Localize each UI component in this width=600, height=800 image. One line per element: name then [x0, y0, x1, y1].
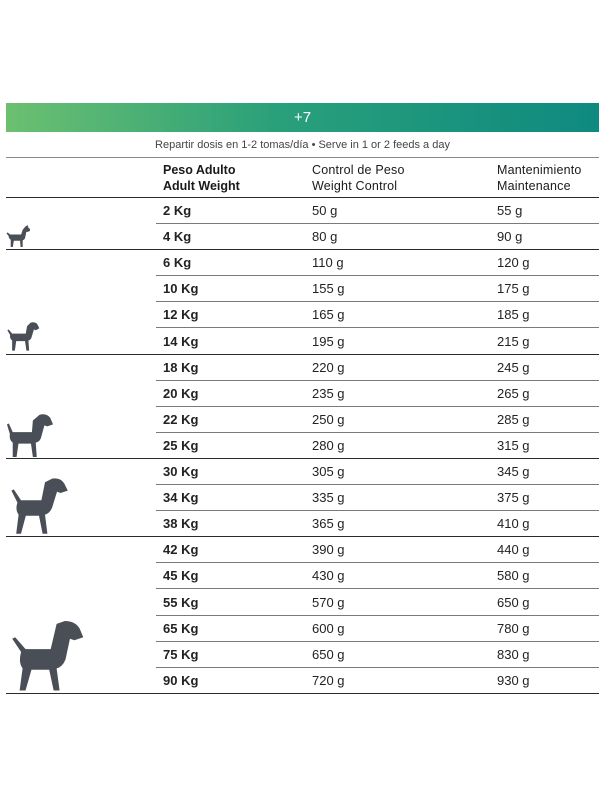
cell-maintenance: 185 g	[497, 307, 530, 323]
age-banner-label: +7	[293, 109, 312, 126]
column-header-maintenance-en: Maintenance	[497, 179, 571, 193]
cell-adult-weight: 14 Kg	[163, 333, 199, 349]
cell-maintenance: 285 g	[497, 411, 530, 427]
cell-adult-weight: 12 Kg	[163, 307, 199, 323]
cell-weight-control: 165 g	[312, 307, 345, 323]
cell-maintenance: 345 g	[497, 464, 530, 479]
cell-weight-control: 220 g	[312, 359, 345, 375]
table-row	[0, 329, 600, 355]
column-header-control	[312, 162, 405, 194]
column-header-weight-es: Peso Adulto	[163, 163, 236, 177]
table-row	[0, 276, 600, 302]
column-header-maintenance-es: Mantenimiento	[497, 163, 582, 177]
cell-adult-weight: 45 Kg	[163, 568, 199, 584]
cell-maintenance: 175 g	[497, 281, 530, 297]
toy-dog-icon	[5, 222, 31, 248]
cell-adult-weight: 2 Kg	[163, 203, 192, 218]
table-row	[0, 511, 600, 537]
cell-adult-weight: 22 Kg	[163, 411, 199, 427]
table-row	[0, 381, 600, 407]
cell-adult-weight: 34 Kg	[163, 490, 199, 506]
cell-maintenance: 265 g	[497, 385, 530, 401]
cell-adult-weight: 30 Kg	[163, 464, 199, 479]
cell-maintenance: 930 g	[497, 672, 530, 688]
cell-adult-weight: 18 Kg	[163, 359, 199, 375]
cell-adult-weight: 25 Kg	[163, 437, 199, 453]
cell-maintenance: 55 g	[497, 203, 523, 218]
cell-weight-control: 650 g	[312, 646, 345, 662]
cell-maintenance: 580 g	[497, 568, 530, 584]
cell-weight-control: 365 g	[312, 516, 345, 532]
cell-adult-weight: 55 Kg	[163, 594, 199, 610]
age-banner	[6, 103, 599, 132]
cell-weight-control: 305 g	[312, 464, 345, 479]
cell-weight-control: 280 g	[312, 437, 345, 453]
cell-weight-control: 155 g	[312, 281, 345, 297]
small-dog-icon	[5, 318, 41, 352]
table-row	[0, 485, 600, 511]
table-row	[0, 407, 600, 433]
cell-adult-weight: 4 Kg	[163, 229, 192, 245]
header-top-divider	[6, 157, 599, 158]
cell-weight-control: 430 g	[312, 568, 345, 584]
cell-adult-weight: 75 Kg	[163, 646, 199, 662]
cell-maintenance: 650 g	[497, 594, 530, 610]
cell-maintenance: 120 g	[497, 255, 530, 271]
row-divider	[6, 693, 599, 694]
medium-dog-icon	[5, 410, 55, 458]
cell-maintenance: 315 g	[497, 437, 530, 453]
cell-maintenance: 90 g	[497, 229, 523, 245]
cell-adult-weight: 65 Kg	[163, 620, 199, 636]
cell-weight-control: 50 g	[312, 203, 338, 218]
cell-weight-control: 335 g	[312, 490, 345, 506]
cell-weight-control: 195 g	[312, 333, 345, 349]
cell-weight-control: 250 g	[312, 411, 345, 427]
cell-adult-weight: 38 Kg	[163, 516, 199, 532]
column-header-maintenance	[497, 162, 582, 194]
column-header-weight	[163, 162, 240, 194]
cell-maintenance: 830 g	[497, 646, 530, 662]
table-row	[0, 668, 600, 694]
cell-weight-control: 235 g	[312, 385, 345, 401]
column-header-control-en: Weight Control	[312, 179, 398, 193]
cell-weight-control: 600 g	[312, 620, 345, 636]
cell-maintenance: 375 g	[497, 490, 530, 506]
cell-maintenance: 410 g	[497, 516, 530, 532]
cell-maintenance: 780 g	[497, 620, 530, 636]
cell-maintenance: 440 g	[497, 542, 530, 558]
cell-maintenance: 245 g	[497, 359, 530, 375]
cell-weight-control: 570 g	[312, 594, 345, 610]
cell-weight-control: 390 g	[312, 542, 345, 558]
table-row	[0, 433, 600, 459]
cell-adult-weight: 6 Kg	[163, 255, 192, 271]
table-row	[0, 224, 600, 250]
table-row	[0, 302, 600, 328]
cell-adult-weight: 90 Kg	[163, 672, 199, 688]
table-row	[0, 642, 600, 668]
cell-weight-control: 110 g	[312, 255, 344, 271]
table-row	[0, 616, 600, 642]
cell-weight-control: 80 g	[312, 229, 338, 245]
cell-weight-control: 720 g	[312, 672, 345, 688]
table-row	[0, 250, 600, 276]
cell-adult-weight: 10 Kg	[163, 281, 199, 297]
table-row	[0, 590, 600, 616]
cell-adult-weight: 42 Kg	[163, 542, 199, 558]
table-row	[0, 459, 600, 485]
column-header-weight-en: Adult Weight	[163, 179, 240, 193]
large-dog-icon	[5, 475, 73, 535]
cell-maintenance: 215 g	[497, 333, 530, 349]
column-header-control-es: Control de Peso	[312, 163, 405, 177]
cell-adult-weight: 20 Kg	[163, 385, 199, 401]
table-row	[0, 355, 600, 381]
serving-instruction: Repartir dosis en 1-2 tomas/día • Serve in 1 or 2 feeds a day	[155, 139, 450, 151]
giant-dog-icon	[5, 618, 89, 692]
table-row	[0, 537, 600, 563]
table-row	[0, 198, 600, 224]
table-row	[0, 563, 600, 589]
